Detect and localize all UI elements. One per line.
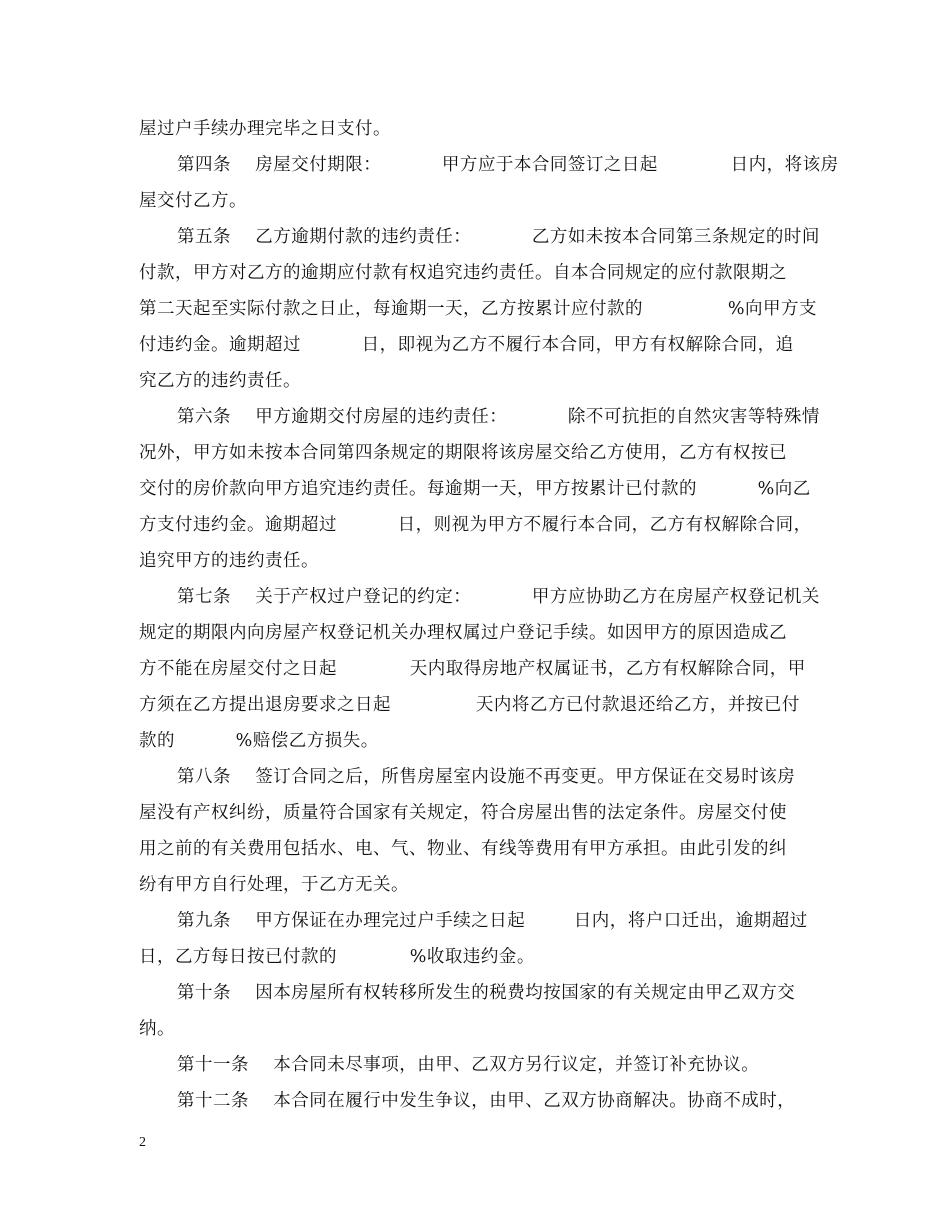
text-line: 付款，甲方对乙方的逾期应付款有权追究违约责任。自本合同规定的应付款限期之 [139, 263, 787, 283]
text-line: 纷有甲方自行处理，于乙方无关。 [139, 875, 409, 895]
text-line: 方须在乙方提出退房要求之日起 天内将乙方已付款退还给乙方，并按已付 [139, 695, 800, 715]
text-line: 屋过户手续办理完毕之日支付。 [139, 119, 391, 139]
text-line: 第四条 房屋交付期限： 甲方应于本合同签订之日起 日内，将该房 [177, 155, 839, 175]
text-line: 交付的房价款向甲方追究违约责任。每逾期一天，甲方按累计已付款的 %向乙 [139, 479, 811, 499]
text-line: 方支付违约金。逾期超过 日，则视为甲方不履行本合同，乙方有权解除合同， [139, 515, 812, 535]
text-line: 屋交付乙方。 [139, 191, 247, 211]
text-line: 第九条 甲方保证在办理完过户手续之日起 日内，将户口迁出，逾期超过 [177, 911, 808, 931]
text-line: 第五条 乙方逾期付款的违约责任： 乙方如未按本合同第三条规定的时间 [177, 227, 820, 247]
text-line: 第十条 因本房屋所有权转移所发生的税费均按国家的有关规定由甲乙双方交 [177, 983, 796, 1003]
text-line: 第六条 甲方逾期交付房屋的违约责任： 除不可抗拒的自然灾害等特殊情 [177, 407, 820, 427]
text-line: 款的 %赔偿乙方损失。 [139, 731, 379, 751]
text-line: 究乙方的违约责任。 [139, 371, 301, 391]
text-line: 规定的期限内向房屋产权登记机关办理权属过户登记手续。如因甲方的原因造成乙 [139, 623, 787, 643]
text-line: 屋没有产权纠纷，质量符合国家有关规定，符合房屋出售的法定条件。房屋交付使 [139, 803, 787, 823]
text-line: 况外，甲方如未按本合同第四条规定的期限将该房屋交给乙方使用，乙方有权按已 [139, 443, 787, 463]
text-line: 第十一条 本合同未尽事项，由甲、乙双方另行议定，并签订补充协议。 [177, 1055, 760, 1075]
text-line: 第二天起至实际付款之日止，每逾期一天，乙方按累计应付款的 %向甲方支 [139, 299, 818, 319]
page-number: 2 [139, 1135, 146, 1150]
text-line: 日，乙方每日按已付款的 %收取违约金。 [139, 947, 535, 967]
text-line: 用之前的有关费用包括水、电、气、物业、有线等费用有甲方承担。由此引发的纠 [139, 839, 787, 859]
text-line: 第七条 关于产权过户登记的约定： 甲方应协助乙方在房屋产权登记机关 [177, 587, 820, 607]
text-line: 追究甲方的违约责任。 [139, 551, 319, 571]
text-line: 付违约金。逾期超过 日，即视为乙方不履行本合同，甲方有权解除合同，追 [139, 335, 794, 355]
text-line: 纳。 [139, 1019, 175, 1039]
text-line: 第十二条 本合同在履行中发生争议，由甲、乙双方协商解决。协商不成时， [177, 1091, 796, 1111]
text-line: 方不能在房屋交付之日起 天内取得房地产权属证书，乙方有权解除合同，甲 [139, 659, 806, 679]
text-line: 第八条 签订合同之后，所售房屋室内设施不再变更。甲方保证在交易时该房 [177, 767, 796, 787]
